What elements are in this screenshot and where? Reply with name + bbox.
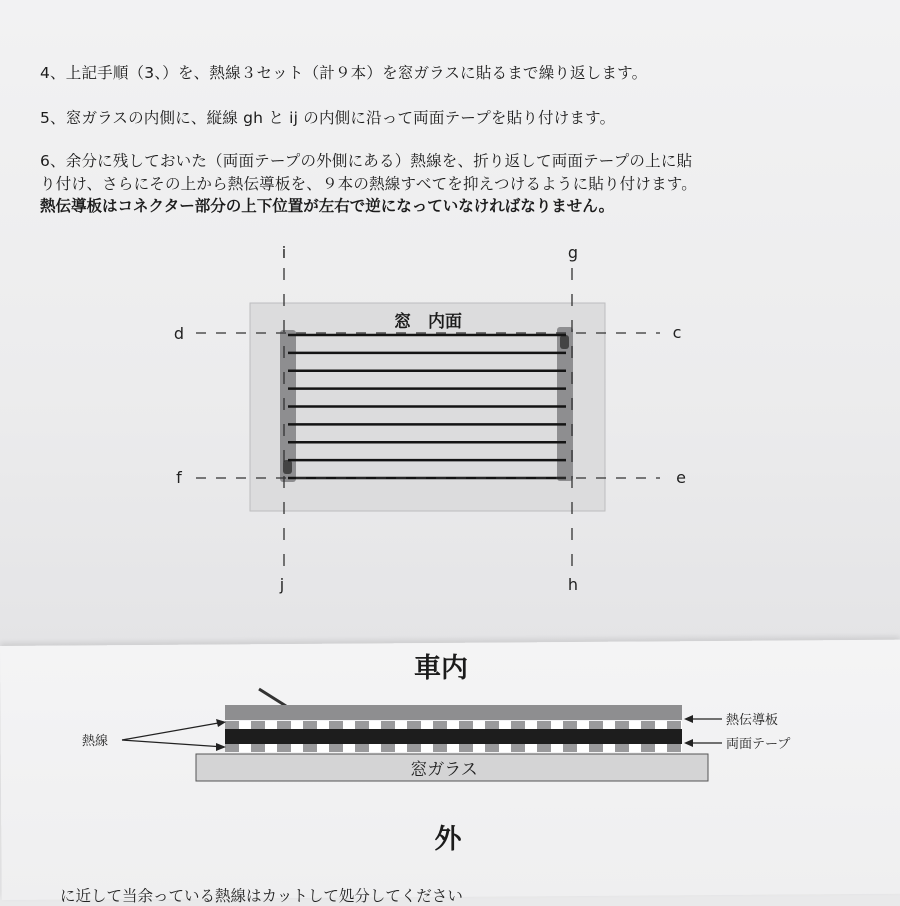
heat-wire-arrowhead-lower [216,743,226,751]
label-g: g [567,243,579,262]
wire-segment [225,744,239,752]
label-h: h [567,575,579,594]
label-i: i [281,243,287,262]
wire-segment [433,744,447,752]
wire-segment [329,744,343,752]
car-interior-title: 車内 [414,653,468,684]
wire-segment [459,744,473,752]
wire-segment [303,721,317,729]
wire-segment [667,744,681,752]
wire-segment [537,744,551,752]
wire-segment [667,721,681,729]
wire-segment [433,721,447,729]
wire-segment [485,721,499,729]
wire-segment [563,721,577,729]
wire-segment [303,744,317,752]
exterior-title: 外 [434,824,462,855]
lower-wire-layer [225,744,682,752]
wire-segment [225,721,239,729]
instruction-step-5: 5、窓ガラスの内側に、縦線 gh と ij の内側に沿って両面テープを貼り付けます。 [40,109,616,127]
upper-wire-layer [225,721,682,729]
wire-segment [459,721,473,729]
wire-segment [355,744,369,752]
heat-wire-arrow-upper [122,722,224,740]
wire-segment [485,744,499,752]
wire-segment [407,744,421,752]
heat-wire-label: 熱線 [82,734,109,749]
window-glass-label: 窓ガラス [410,760,478,780]
window-inner-title: 窓 内面 [394,312,462,332]
wire-segment [355,721,369,729]
wire-segment [277,721,291,729]
instruction-step-4: 4、上記手順（3、）を、熱線３セット（計９本）を窓ガラスに貼るまで繰り返します。 [40,64,648,82]
wire-segment [511,721,525,729]
wire-end [259,689,286,706]
label-d: d [173,324,185,343]
heat-plate-label: 熱伝導板 [726,713,779,728]
wire-segment [615,744,629,752]
plate-arrowhead [684,715,693,723]
wire-segment [329,721,343,729]
wire-segment [277,744,291,752]
wire-segment [511,744,525,752]
heat-wire-arrowhead-upper [216,719,226,727]
label-e: e [676,468,686,487]
wire-segment [641,744,655,752]
label-j: j [279,575,285,594]
heat-plate-layer [225,705,682,720]
wire-segment [641,721,655,729]
label-f: f [176,468,182,487]
wire-segment [537,721,551,729]
warning-text: 熱伝導板はコネクター部分の上下位置が左右で逆になっていなければなりません。 [40,197,615,215]
double-sided-tape-label: 両面テープ [726,737,791,752]
wire-segment [589,721,603,729]
wire-segment [251,744,265,752]
label-c: c [672,323,682,342]
heat-wire-arrow-lower [122,740,224,747]
instruction-step-6-line-1: 6、余分に残しておいた（両面テープの外側にある）熱線を、折り返して両面テープの上に貼 [40,152,693,170]
wire-segment [251,721,265,729]
wire-segment [563,744,577,752]
wire-segment [407,721,421,729]
instruction-step-6-line-2: り付け、さらにその上から熱伝導板を、９本の熱線すべてを抑えつけるように貼り付けます。 [40,175,697,193]
footer-instruction: に近して当余っている熱線はカットして処分してください [60,887,463,905]
wire-segment [381,721,395,729]
wire-segment [381,744,395,752]
wire-segment [589,744,603,752]
tape-arrowhead [684,739,693,747]
wire-segment [615,721,629,729]
double-sided-tape-layer [225,729,682,744]
